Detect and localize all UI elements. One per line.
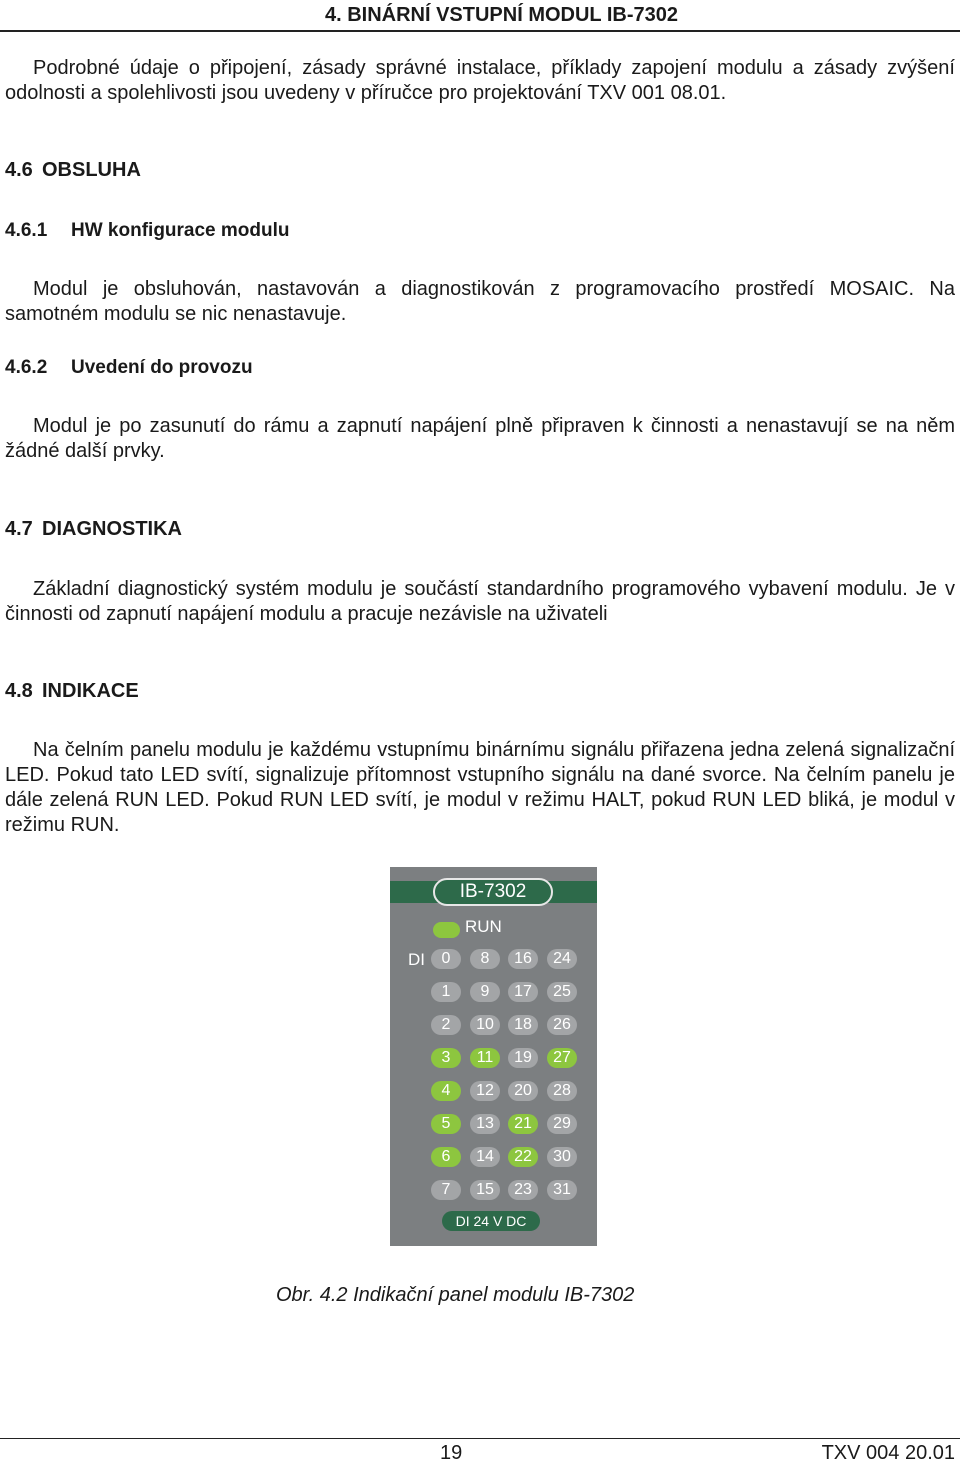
hw-paragraph: Modul je obsluhován, nastavován a diagnostikován z programovacího prostředí MOSAIC. Na samotném modulu se nic nenastavuje. — [5, 278, 955, 325]
di-led-16: 16 — [508, 949, 538, 969]
di-led-17: 17 — [508, 982, 538, 1002]
panel-footer-badge: DI 24 V DC — [442, 1211, 540, 1231]
di-led-13: 13 — [470, 1114, 500, 1134]
section-heading-diagnostika: 4.7 DIAGNOSTIKA — [5, 518, 182, 540]
di-led-26: 26 — [547, 1015, 577, 1035]
page-number: 19 — [440, 1442, 463, 1464]
figure-caption — [276, 1284, 634, 1307]
footer-rule — [0, 1438, 960, 1439]
section-heading-obsluha: 4.6 OBSLUHA — [5, 159, 141, 181]
di-led-20: 20 — [508, 1081, 538, 1101]
header-rule — [0, 30, 960, 32]
section-heading-uvedeni: 4.6.2 Uvedení do provozu — [5, 357, 253, 378]
di-led-3: 3 — [431, 1048, 461, 1068]
indication-panel — [390, 867, 597, 1246]
section-heading-hw: 4.6.1 HW konfigurace modulu — [5, 220, 290, 241]
intro-paragraph: Podrobné údaje o připojení, zásady správné instalace, příklady zapojení modulu a zásady zvýšení odolnosti a spolehlivosti jsou uvedeny v příručce pro projektování TXV 001 08.01. — [5, 57, 955, 104]
di-led-30: 30 — [547, 1147, 577, 1167]
di-led-22: 22 — [508, 1147, 538, 1167]
di-led-15: 15 — [470, 1180, 500, 1200]
di-led-18: 18 — [508, 1015, 538, 1035]
di-led-2: 2 — [431, 1015, 461, 1035]
di-led-7: 7 — [431, 1180, 461, 1200]
di-led-8: 8 — [470, 949, 500, 969]
figure-caption-text: Indikační panel modulu IB-7302 — [353, 1284, 635, 1306]
di-led-23: 23 — [508, 1180, 538, 1200]
indikace-paragraph: Na čelním panelu modulu je každému vstupnímu binárnímu signálu přiřazena jedna zelená signalizační LED. Pokud tato LED svítí, signalizuje přítomnost vstupního signálu na dané svorce. Na čelním panelu je dále zelená RUN LED. Pokud RUN LED svítí, je modul v režimu HALT, pokud RUN LED bliká, je modul v režimu RUN. — [5, 739, 955, 836]
di-led-24: 24 — [547, 949, 577, 969]
di-led-10: 10 — [470, 1015, 500, 1035]
uvedeni-paragraph: Modul je po zasunutí do rámu a zapnutí napájení plně připraven k činnosti a nenastavují se na něm žádné další prvky. — [5, 415, 955, 462]
di-led-5: 5 — [431, 1114, 461, 1134]
header-title: 4. BINÁRNÍ VSTUPNÍ MODUL IB-7302 — [324, 4, 678, 26]
run-led — [433, 922, 460, 938]
di-led-27: 27 — [547, 1048, 577, 1068]
di-led-14: 14 — [470, 1147, 500, 1167]
di-led-0: 0 — [431, 949, 461, 969]
di-led-12: 12 — [470, 1081, 500, 1101]
di-led-29: 29 — [547, 1114, 577, 1134]
di-led-31: 31 — [547, 1180, 577, 1200]
di-led-21: 21 — [508, 1114, 538, 1134]
di-led-1: 1 — [431, 982, 461, 1002]
di-led-11: 11 — [470, 1048, 500, 1068]
run-label: RUN — [465, 917, 502, 936]
diagnostika-paragraph: Základní diagnostický systém modulu je součástí standardního programového vybavení modulu. Je v činnosti od zapnutí napájení modulu a pracuje nezávisle na uživateli — [5, 578, 955, 625]
di-led-6: 6 — [431, 1147, 461, 1167]
di-led-25: 25 — [547, 982, 577, 1002]
figure-number: Obr. 4.2 — [276, 1284, 348, 1306]
di-led-4: 4 — [431, 1081, 461, 1101]
document-code: TXV 004 20.01 — [821, 1442, 955, 1464]
di-led-28: 28 — [547, 1081, 577, 1101]
panel-title: IB-7302 — [433, 878, 553, 906]
di-led-19: 19 — [508, 1048, 538, 1068]
di-led-9: 9 — [470, 982, 500, 1002]
di-label: DI — [408, 950, 425, 969]
section-heading-indikace: 4.8 INDIKACE — [5, 680, 139, 702]
